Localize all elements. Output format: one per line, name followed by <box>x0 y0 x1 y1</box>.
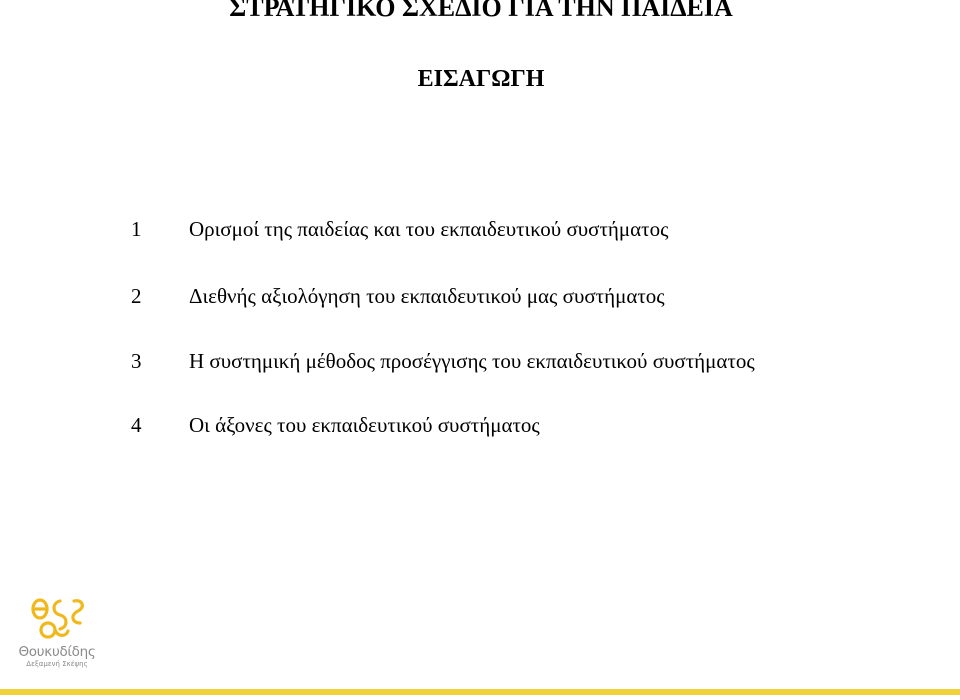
toc-item-number: 3 <box>131 349 142 373</box>
logo-name: Θουκυδίδης <box>18 644 96 660</box>
bottom-stripe <box>0 689 960 695</box>
section-heading: ΕΙΣΑΓΩΓΗ <box>417 66 545 92</box>
thucydides-logo-icon <box>14 597 100 643</box>
toc-item-number: 1 <box>131 217 142 241</box>
document-title: ΣΤΡΑΤΗΓΙΚΟ ΣΧΕΔΙΟ ΓΙΑ ΤΗΝ ΠΑΙΔΕΙΑ <box>229 0 733 22</box>
toc-item-number: 2 <box>131 284 142 308</box>
toc-item-text: Διεθνής αξιολόγηση του εκπαιδευτικού μας συστήματος <box>189 284 665 308</box>
thucydides-logo <box>14 597 100 673</box>
toc-item-text: Ορισμοί της παιδείας και του εκπαιδευτικού συστήματος <box>189 217 669 241</box>
toc-item-text: Οι άξονες του εκπαιδευτικού συστήματος <box>189 413 540 437</box>
logo-tagline: Δεξαμενή Σκέψης <box>26 660 88 668</box>
toc-item-number: 4 <box>131 413 142 437</box>
toc-item-text: Η συστημική μέθοδος προσέγγισης του εκπαιδευτικού συστήματος <box>189 349 755 373</box>
